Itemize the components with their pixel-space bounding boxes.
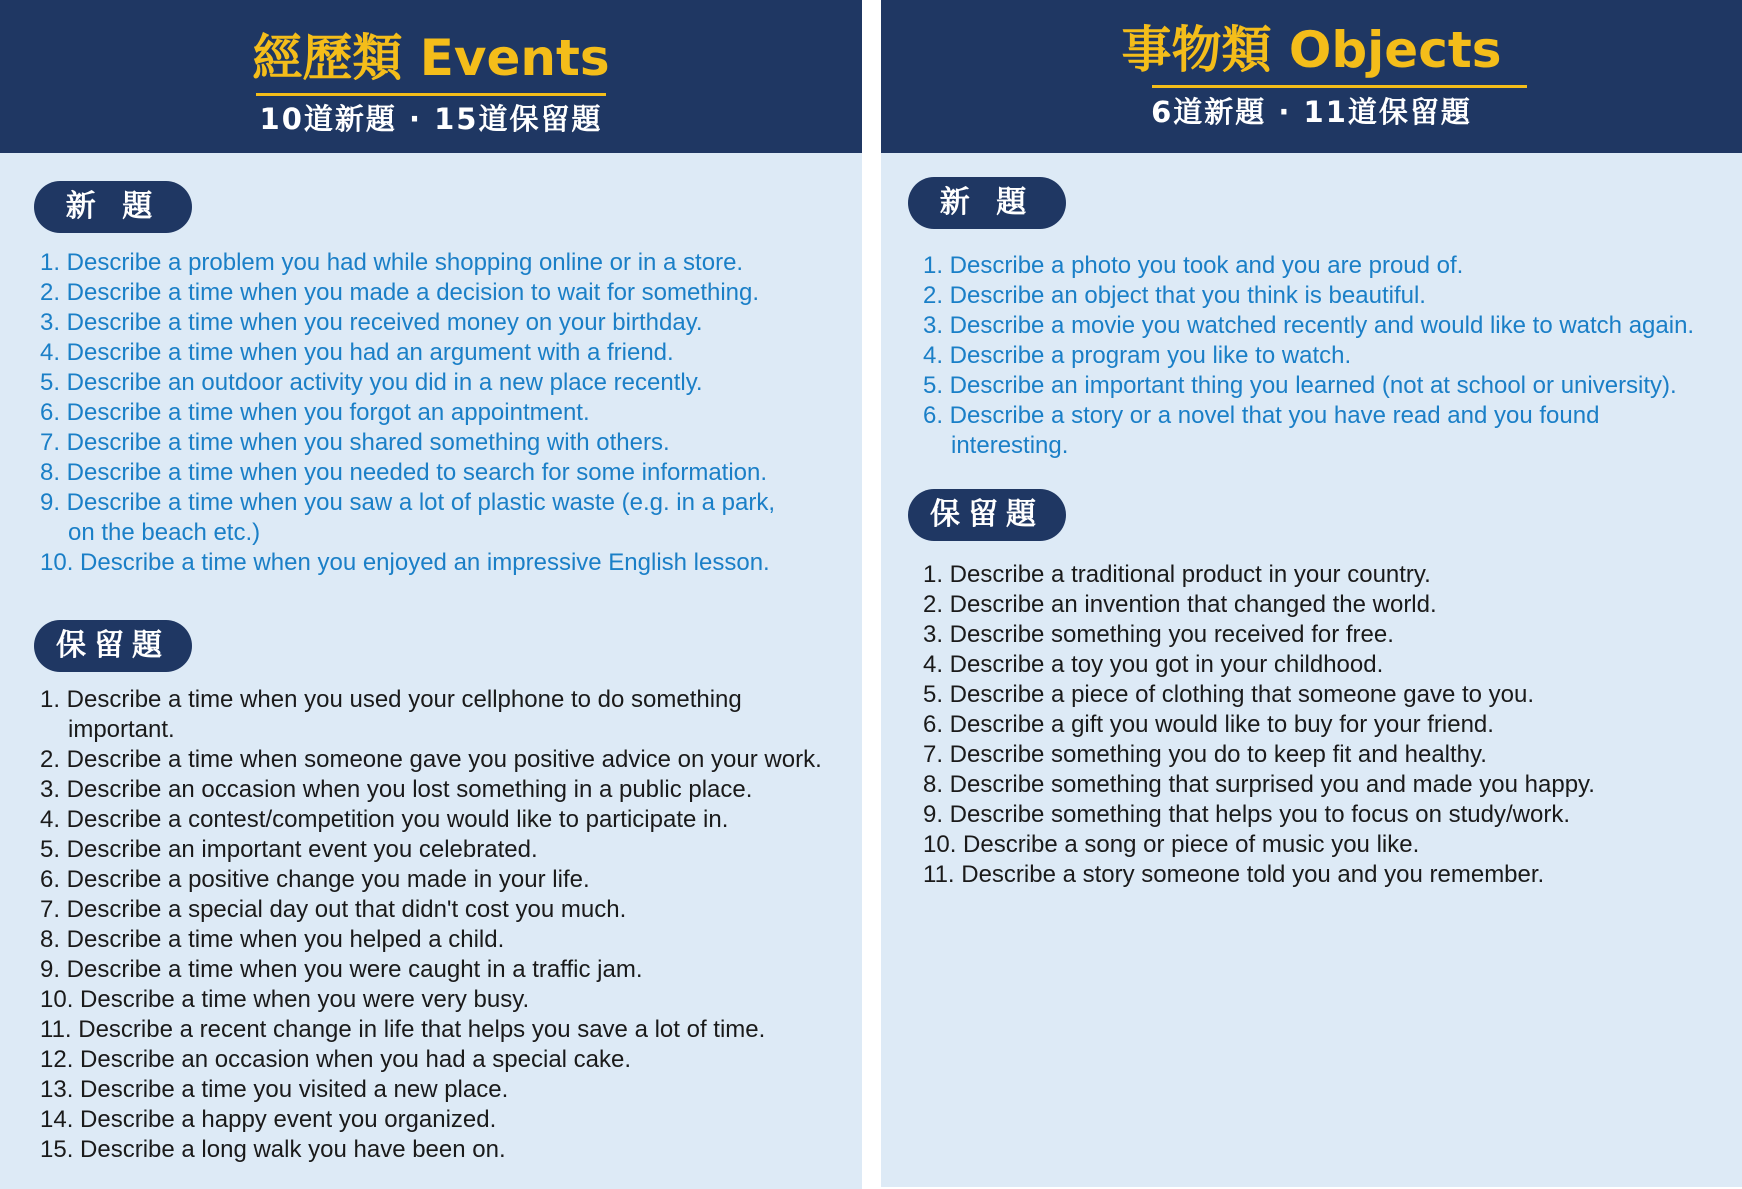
question-text-continued: interesting.: [951, 432, 1069, 459]
question-item: [40, 835, 822, 865]
events-subtitle: 10道新題 · 15道保留題: [259, 102, 603, 136]
question-item: [40, 278, 775, 308]
question-text: 15. Describe a long walk you have been on.: [40, 1136, 506, 1163]
question-item: [40, 1075, 822, 1105]
question-item: [923, 341, 1694, 371]
question-text: 2. Describe a time when you made a decision to wait for something.: [40, 279, 760, 306]
question-item: [40, 308, 775, 338]
events-retained-label: 保留題: [34, 620, 192, 672]
question-text: 7. Describe a special day out that didn't cost you much.: [40, 896, 627, 923]
events-panel: [0, 0, 862, 1189]
question-item: [40, 955, 822, 985]
question-item: [40, 368, 775, 398]
question-text-continued: on the beach etc.): [68, 519, 261, 546]
question-text: 6. Describe a positive change you made in your life.: [40, 866, 590, 893]
question-text-continued: important.: [68, 716, 175, 743]
question-text: 3. Describe a time when you received money on your birthday.: [40, 309, 703, 336]
objects-retained-label: 保留題: [908, 489, 1066, 541]
question-item: [40, 685, 822, 745]
events-title-underline: [256, 93, 606, 96]
events-new-label: 新 題: [34, 181, 192, 233]
objects-title-underline: [1152, 85, 1527, 88]
question-item: [40, 985, 822, 1015]
question-item: [923, 680, 1595, 710]
question-item: [923, 560, 1595, 590]
question-item: [40, 895, 822, 925]
question-item: [923, 620, 1595, 650]
question-text: 10. Describe a song or piece of music you like.: [923, 831, 1420, 858]
question-item: [923, 800, 1595, 830]
question-item: [923, 860, 1595, 890]
question-text: 11. Describe a story someone told you and you remember.: [923, 861, 1545, 888]
question-item: [40, 458, 775, 488]
objects-new-question-list: [923, 251, 1694, 461]
events-header: [0, 0, 862, 153]
question-item: [923, 281, 1694, 311]
question-text: 9. Describe a time when you were caught in a traffic jam.: [40, 956, 643, 983]
events-new-question-list: [40, 248, 775, 578]
question-item: [40, 1015, 822, 1045]
question-text: 6. Describe a time when you forgot an appointment.: [40, 399, 590, 426]
question-text: 8. Describe a time when you needed to search for some information.: [40, 459, 768, 486]
question-text: 10. Describe a time when you were very busy.: [40, 986, 530, 1013]
question-item: [923, 401, 1694, 461]
question-item: [40, 865, 822, 895]
objects-new-label: 新 題: [908, 177, 1066, 229]
question-text: 10. Describe a time when you enjoyed an impressive English lesson.: [40, 549, 770, 576]
question-text: 5. Describe an outdoor activity you did in a new place recently.: [40, 369, 703, 396]
question-text: 1. Describe a photo you took and you are proud of.: [923, 252, 1464, 279]
question-text: 4. Describe a time when you had an argument with a friend.: [40, 339, 674, 366]
question-text: 5. Describe an important thing you learned (not at school or university).: [923, 372, 1677, 399]
question-item: [923, 590, 1595, 620]
question-text: 14. Describe a happy event you organized.: [40, 1106, 497, 1133]
question-item: [923, 311, 1694, 341]
question-item: [923, 710, 1595, 740]
question-item: [923, 650, 1595, 680]
question-text: 4. Describe a program you like to watch.: [923, 342, 1352, 369]
question-text: 3. Describe a movie you watched recently and would like to watch again.: [923, 312, 1695, 339]
question-text: 1. Describe a traditional product in your country.: [923, 561, 1431, 588]
question-text: 8. Describe something that surprised you and made you happy.: [923, 771, 1595, 798]
question-item: [923, 830, 1595, 860]
objects-panel: [881, 0, 1742, 1187]
question-item: [40, 248, 775, 278]
question-item: [40, 548, 775, 578]
question-item: [40, 428, 775, 458]
question-text: 5. Describe an important event you celebrated.: [40, 836, 538, 863]
question-item: [40, 805, 822, 835]
question-text: 8. Describe a time when you helped a child.: [40, 926, 505, 953]
question-text: 6. Describe a story or a novel that you have read and you found: [923, 402, 1600, 429]
question-text: 7. Describe a time when you shared something with others.: [40, 429, 670, 456]
question-text: 7. Describe something you do to keep fit and healthy.: [923, 741, 1487, 768]
question-item: [40, 1105, 822, 1135]
question-text: 11. Describe a recent change in life that helps you save a lot of time.: [40, 1016, 766, 1043]
question-text: 5. Describe a piece of clothing that someone gave to you.: [923, 681, 1535, 708]
question-text: 2. Describe an invention that changed the world.: [923, 591, 1437, 618]
question-text: 4. Describe a toy you got in your childhood.: [923, 651, 1384, 678]
objects-retained-question-list: [923, 560, 1595, 890]
objects-title: 事物類 Objects: [1121, 21, 1502, 79]
question-item: [40, 1045, 822, 1075]
events-retained-question-list: [40, 685, 822, 1165]
question-text: 3. Describe an occasion when you lost something in a public place.: [40, 776, 753, 803]
objects-header: [881, 0, 1742, 153]
question-text: 9. Describe a time when you saw a lot of plastic waste (e.g. in a park,: [40, 489, 776, 516]
question-item: [923, 770, 1595, 800]
question-item: [923, 371, 1694, 401]
question-text: 12. Describe an occasion when you had a special cake.: [40, 1046, 632, 1073]
question-item: [40, 398, 775, 428]
events-title: 經歷類 Events: [252, 29, 610, 87]
question-text: 6. Describe a gift you would like to buy for your friend.: [923, 711, 1494, 738]
question-text: 1. Describe a time when you used your cellphone to do something: [40, 686, 742, 713]
question-item: [923, 740, 1595, 770]
question-text: 4. Describe a contest/competition you would like to participate in.: [40, 806, 729, 833]
question-item: [40, 925, 822, 955]
question-text: 9. Describe something that helps you to focus on study/work.: [923, 801, 1571, 828]
question-text: 1. Describe a problem you had while shopping online or in a store.: [40, 249, 744, 276]
question-text: 3. Describe something you received for free.: [923, 621, 1394, 648]
question-item: [40, 488, 775, 548]
question-item: [40, 338, 775, 368]
objects-subtitle: 6道新題 · 11道保留題: [1151, 95, 1472, 129]
question-text: 13. Describe a time you visited a new place.: [40, 1076, 509, 1103]
question-text: 2. Describe an object that you think is beautiful.: [923, 282, 1426, 309]
question-text: 2. Describe a time when someone gave you positive advice on your work.: [40, 746, 822, 773]
question-item: [40, 775, 822, 805]
question-item: [40, 1135, 822, 1165]
question-item: [40, 745, 822, 775]
question-item: [923, 251, 1694, 281]
